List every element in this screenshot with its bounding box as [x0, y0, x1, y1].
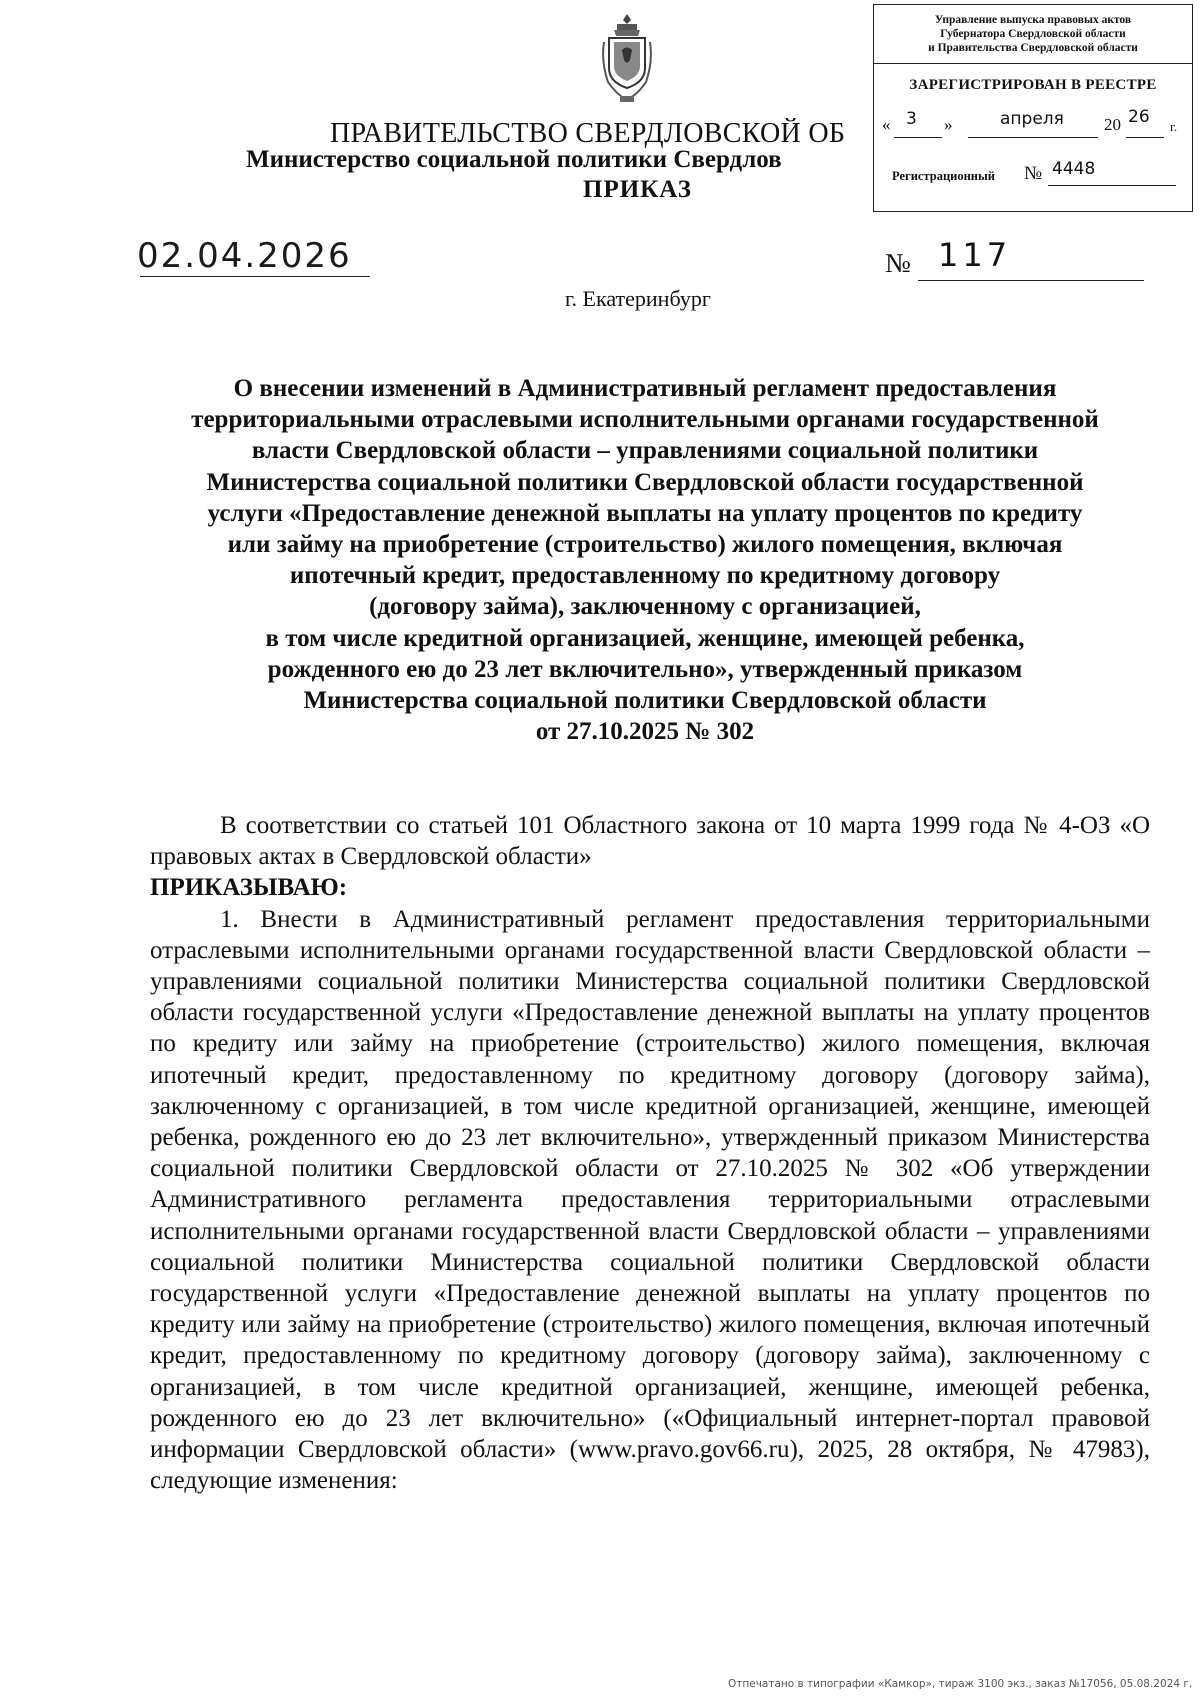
stamp-organization: Управление выпуска правовых актов Губернатора Свердловской области и Правительства Свердловской области	[928, 14, 1138, 54]
stamp-registered-label: ЗАРЕГИСТРИРОВАН В РЕЕСТРЕ	[909, 77, 1157, 93]
order-date: 02.04.2026	[137, 236, 352, 276]
coat-of-arms-icon	[600, 12, 654, 106]
order-number: 117	[938, 236, 1012, 274]
order-title: О внесении изменений в Административный регламент предоставления территориальными отраслевыми исполнительными органами государственной власти Свердловской области – управлениями социальной политики Министерства социальной политики Свердловской области государственной услуги «Предоставление денежной выплаты на уплату процентов по кредиту или займу на приобретение (строительство) жилого помещения, включая ипотечный кредит, предоставленному по кредитному договору (договору займа), заключенному с организацией, в том числе кредитной организацией, женщине, имеющей ребенка, рожденного ею до 23 лет включительно», утвержденный приказом Министерства социальной политики Свердловской области от 27.10.2025 № 302	[191, 375, 1099, 746]
basis-paragraph: В соответствии со статьей 101 Областного закона от 10 марта 1999 года № 4-ОЗ «О правовых актах в Свердловской области»	[150, 812, 1150, 871]
registration-stamp	[873, 4, 1193, 212]
order-body	[150, 810, 1150, 1496]
city: г. Екатеринбург	[565, 286, 711, 311]
stamp-number-line: Регистрационный № 4448	[892, 163, 1188, 189]
stamp-divider	[874, 63, 1192, 64]
number-sign: №	[885, 248, 911, 278]
stamp-date-line: « 3 » апреля 20 26 г.	[882, 115, 1188, 141]
stamp-reg-number: 4448	[1052, 159, 1096, 179]
stamp-day: 3	[906, 109, 917, 129]
item-1-paragraph: 1. Внести в Административный регламент предоставления территориальными отраслевыми исполнительными органами государственной власти Свердловской области – управлениями социальной политики Министерства социальной политики Свердловской области государственной услуги «Предоставление денежной выплаты на уплату процентов по кредиту или займу на приобретение (строительство) жилого помещения, включая ипотечный кредит, предоставленному по кредитному договору (договору займа), заключенному с организацией, в том числе кредитной организацией, женщине, имеющей ребенка, рожденного ею до 23 лет включительно», утвержденный приказом Министерства социальной политики Свердловской области от 27.10.2025 № 302 «Об утверждении Административного регламента предоставления территориальными отраслевыми исполнительными органами государственной власти Свердловской области – управлениями социальной политики Министерства социальной политики Свердловской области государственной услуги «Предоставление денежной выплаты на уплату процентов по кредиту или займу на приобретение (строительство) жилого помещения, включая ипотечный кредит, предоставленному по кредитному договору (договору займа), заключенному с организацией, в том числе кредитной организацией, женщине, имеющей ребенка, рожденного ею до 23 лет включительно» («Официальный интернет-портал правовой информации Свердловской области» (www.pravo.gov66.ru), 2025, 28 октября, № 47983), следующие изменения:	[150, 905, 1150, 1495]
number-underline	[918, 280, 1144, 281]
order-word: ПРИКАЗЫВАЮ:	[150, 874, 348, 902]
date-underline	[140, 276, 370, 277]
government-title: ПРАВИТЕЛЬСТВО СВЕРДЛОВСКОЙ ОБ	[330, 118, 846, 149]
ministry-title: Министерство социальной политики Свердлов	[246, 146, 782, 173]
stamp-year: 26	[1128, 107, 1150, 127]
stamp-month: апреля	[1000, 109, 1064, 129]
document-type: ПРИКАЗ	[583, 176, 692, 203]
print-footer: Отпечатано в типографии «Камкор», тираж 3100 экз., заказ №17056, 05.08.2024 г.	[728, 1678, 1193, 1690]
